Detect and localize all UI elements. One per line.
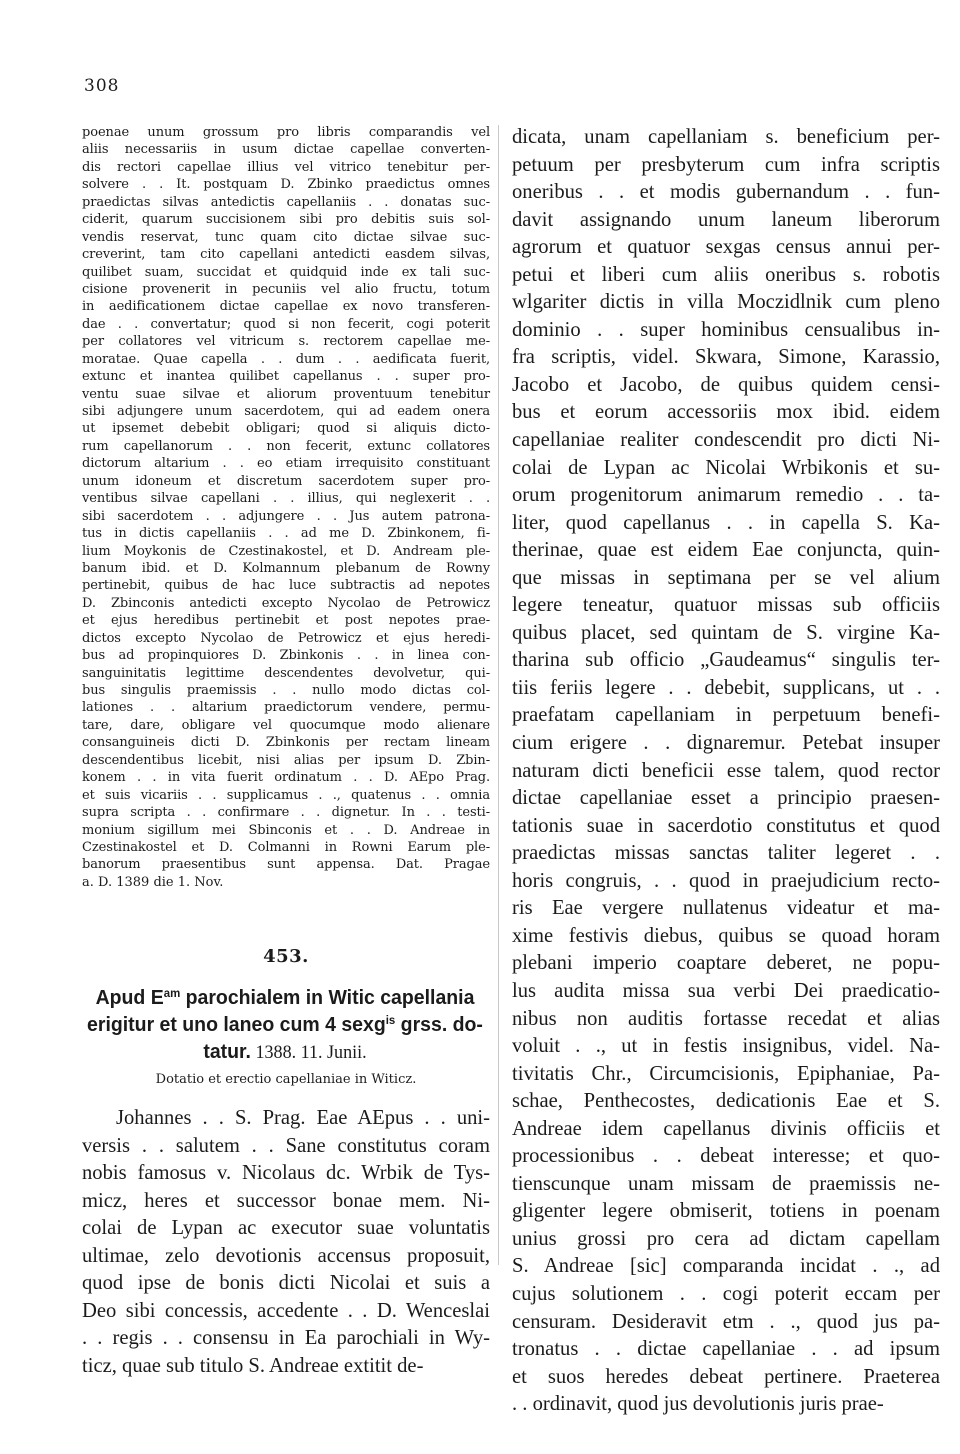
note-line: ventu suae silvae et aliorum proventuum tenebitur	[82, 386, 490, 402]
note-line: solvere . . It. postquam D. Zbinko praedictus omnes	[82, 177, 490, 193]
text-line: dicata, unam capellaniam s. beneficium per-	[512, 126, 940, 148]
note-line: unum idoneum et discretum sacerdotem super pro-	[82, 473, 490, 489]
text-line: praedictas missas sanctas taliter legeret . .	[512, 842, 940, 865]
note-line: per collatores vel vitricum s. rectorem capellae me-	[82, 334, 490, 350]
note-line: dictos excepto Nycolao de Petrowicz et ejus heredi-	[82, 630, 490, 646]
text-line: processionibus . . debeat interesse; et quo-	[512, 1145, 940, 1168]
note-line: descendentibus licebit, nisi alias per ipsum D. Zbin-	[82, 752, 490, 768]
text-line: dominio . . super hominibus censualibus in-	[512, 318, 940, 341]
note-line: pertinebit, quibus de hac luce subtractis ad nepotes	[82, 578, 490, 594]
text-line: therinae, quae est eidem Eae conjuncta, quin-	[512, 539, 940, 562]
right-body-column	[512, 124, 940, 1419]
text-line: gligenter legere obmiserit, totiens in poenam	[512, 1200, 940, 1223]
note-line: et ejus heredibus pertinebit et post nepotes prae-	[82, 613, 490, 629]
text-line: . . ordinavit, quod jus devolutionis juris prae-	[512, 1393, 884, 1416]
document-number: 453.	[263, 946, 309, 967]
note-line: banum ibid. et D. Kolmannum plebanum de Rowny	[82, 560, 490, 576]
note-line: tare, dare, obligare vel quocumque modo alienare	[82, 717, 490, 733]
heading-line-3: tatur. 1388. 11. Junii.	[203, 1040, 367, 1063]
note-line: sibi adjungere unum sacerdotem, qui ad eadem onera	[82, 404, 490, 419]
note-line: ciderit, quarum succisionem sibi pro debitis suis sol-	[82, 212, 490, 228]
note-line: lium Moykonis de Czestinakostel, et D. Andream ple-	[82, 543, 490, 559]
text-line: ris Eae vergere nullatenus videatur et ma-	[512, 897, 940, 920]
note-line: vendis reservat, tunc quam cito dictae silvae suc-	[82, 229, 490, 245]
text-line: colai de Lypan ac executor suae voluntatis	[82, 1217, 490, 1240]
text-line: wlgariter dictis in villa Moczidlnik cum pleno	[512, 291, 940, 314]
text-line: petuum per presbyterum cum infra scriptis	[512, 153, 940, 176]
text-line: praefatam capellaniam in perpetuum benefi-	[512, 704, 940, 727]
text-line: tiis feriis legere . . debebit, supplicans, ut . .	[512, 676, 940, 699]
note-line: Czestinakostel et D. Colmanni in Rowni Earum ple-	[82, 839, 490, 855]
text-line: horis congruis, . . quod in praejudicium recto-	[512, 869, 940, 892]
note-line: konem . . in vita fuerit ordinatum . . D. AEpo Prag.	[82, 770, 490, 786]
document-heading	[86, 984, 483, 1066]
text-line: nobis famosus v. Nicolaus dc. Wrbik de Tys-	[82, 1162, 490, 1185]
column-divider	[498, 125, 499, 1265]
text-line: lus audita missa sua verbi Dei praedicatio-	[512, 979, 940, 1002]
text-line: ultimae, zelo devotionis accensus proposuit,	[82, 1244, 490, 1267]
text-line: xime festivis diebus, quibus se quoad horam	[512, 924, 940, 947]
text-line: tharina sub officio „Gaudeamus“ singulis ter-	[512, 649, 940, 672]
text-line: Andreae idem capellanus divinis officiis et	[512, 1117, 940, 1140]
text-line: Jacobo et Jacobo, de quibus quidem censi-	[512, 373, 940, 396]
note-line: in aedificationem dictae capellae ex novo transferen-	[82, 299, 490, 315]
heading-line-2: erigitur et uno laneo cum 4 sexg$^{is}$ grss. do-	[87, 1013, 483, 1036]
text-line: fra scriptis, videl. Skwara, Simone, Karassio,	[512, 346, 940, 369]
left-body-column	[82, 1105, 490, 1380]
note-line: D. Zbinconis antedicti excepto Nycolao de Petrowicz	[82, 595, 490, 611]
text-line: oneribus . . et modis gubernandum . . fun-	[512, 181, 940, 204]
text-line: cium erigere . . dignaremur. Petebat insuper	[512, 732, 940, 755]
page-number: 308	[84, 76, 120, 96]
text-line: S. Andreae [sic] comparanda incidat . ., ad	[512, 1255, 940, 1278]
text-line: tivitatis Chr., Circumcisionis, Epiphaniae, Pa-	[512, 1062, 940, 1085]
note-line: rum capellanorum . . non fecerit, extunc collatores	[82, 438, 490, 454]
note-line: sibi sacerdotem . . adjungere . . Jus autem patrona-	[82, 508, 490, 524]
text-line: schae, Penthecostes, dedicationis Eae et S.	[512, 1090, 940, 1113]
note-line: dis rectori capellae illius vel vitrico tenebitur per-	[82, 159, 490, 175]
left-notes-column	[82, 124, 490, 891]
note-line: creverint, tam cito capellani antedicti easdem silvas,	[82, 247, 490, 263]
note-line: bus singulis praemissis . . nullo modo dictas col-	[82, 683, 490, 698]
note-line: extunc et inantea quilibet capellanus . . super pro-	[82, 369, 490, 385]
text-line: . . regis . . consensu in Ea parochiali in Wy-	[82, 1327, 490, 1350]
text-line: versis . . salutem . . Sane constitutus coram	[82, 1134, 490, 1157]
text-line: nibus non auditis fortasse recedat et alias	[512, 1007, 940, 1030]
text-line: ticz, quae sub titulo S. Andreae extitit de-	[82, 1354, 424, 1377]
note-line: tus in dictis capellaniis . . ad me D. Zbinkonem, fi-	[82, 526, 490, 542]
text-line: Deo sibi concessis, accedente . . D. Wenceslai	[82, 1299, 490, 1322]
note-line: cisione provenerit in pecuniis vel alio fructu, totum	[82, 281, 490, 297]
text-line: et suos heredes debeat pertinere. Praeterea	[512, 1365, 940, 1388]
text-line: agrorum et quatuor sexgas census annui per-	[512, 236, 940, 259]
text-line: micz, heres et successor bonae mem. Ni-	[82, 1189, 490, 1212]
note-line: ventibus silvae capellani . . illius, qui neglexerit . .	[82, 491, 490, 507]
note-line: lationes . . altarium praedictorum vendere, permu-	[82, 700, 490, 716]
text-line: tronatus . . dictae capellaniae . . ad ipsum	[512, 1338, 940, 1361]
text-line: dictae capellaniae esset a principio praesen-	[512, 787, 940, 810]
text-line: davit assignando unum laneum liberorum	[512, 208, 940, 231]
text-line: Johannes . . S. Prag. Eae AEpus . . uni-	[116, 1107, 490, 1129]
text-line: censuram. Desideravit etm . ., quod jus pa-	[512, 1310, 940, 1333]
note-line: et suis vicariis . . supplicamus . ., quatenus . . omnia	[82, 787, 490, 803]
text-line: petui et liberi cum aliis oneribus s. robotis	[512, 263, 940, 286]
note-line: moratae. Quae capella . . dum . . aedificata fuerit,	[82, 351, 490, 367]
document-date: 1388. 11. Junii.	[250, 1042, 367, 1063]
note-line: banorum praesentibus sunt appensa. Dat. Pragae	[82, 857, 490, 873]
note-line: a. D. 1389 die 1. Nov.	[82, 874, 224, 890]
text-line: tienscunque unam missam de praemissis ne-	[512, 1172, 940, 1195]
document-subheading: Dotatio et erectio capellaniae in Witicz.	[155, 1072, 417, 1087]
text-line: cujus solutionem . . cogi poterit eccam per	[512, 1282, 940, 1305]
text-line: quibus placet, sed quintam de S. virgine Ka-	[512, 621, 940, 644]
text-line: unius grossi pro cera ad dictam capellam	[512, 1227, 940, 1250]
text-line: orum progenitorum animarum remedio . . ta-	[512, 484, 940, 507]
text-line: que missas in septimana per se vel alium	[512, 566, 940, 589]
note-line: dictorum altarium . . eo etiam irrequisito constituant	[82, 456, 490, 472]
note-line: monium sigillum mei Sbinconis et . . D. Andreae in	[82, 822, 490, 838]
text-line: colai de Lypan ac Nicolai Wrbikonis et su-	[512, 456, 940, 479]
note-line: aliis necessariis in usum dictae capellae converten-	[82, 142, 490, 158]
text-line: naturam dicti beneficii esse talem, quod rector	[512, 759, 940, 782]
note-line: poenae unum grossum pro libris comparandis vel	[82, 125, 490, 140]
text-line: capellaniae realiter condescendit pro dicti Ni-	[512, 429, 940, 452]
note-line: sanguinitatis legittime descendentes devolvetur, qui-	[82, 665, 490, 681]
note-line: consanguineis dicti D. Zbinkonis per rectam lineam	[82, 735, 490, 751]
text-line: bus et eorum accessoriis mox ibid. eidem	[512, 401, 940, 424]
text-line: quod ipse de bonis dicti Nicolai et suis a	[82, 1272, 490, 1295]
note-line: supra scripta . . confirmare . . dignetur. In . . testi-	[82, 805, 490, 821]
text-line: voluit . ., ut in festis insignibus, videl. Na-	[512, 1035, 940, 1058]
note-line: ut ipsemet debebit obligari; quod si aliquis dicto-	[82, 421, 490, 437]
text-line: liter, quod capellanus . . in capella S. Ka-	[512, 511, 940, 534]
note-line: bus ad propinquiores D. Zbinkonis . . in linea con-	[82, 648, 490, 664]
heading-line-1: Apud $E^{am}$ parochialem in Witic capellania	[95, 986, 475, 1009]
note-line: dae . . convertatur; quod si non fecerit, cogi poterit	[82, 316, 490, 332]
text-line: legere teneatur, quatuor missas sub officiis	[512, 594, 940, 617]
note-line: praedictas silvas antedictis capellaniis . . donatas suc-	[82, 194, 490, 210]
text-line: tationis suae in sacerdotio constitutus et quod	[512, 814, 940, 837]
text-line: plebani imperio coaptare deberet, ne popu-	[512, 952, 940, 975]
note-line: quilibet suam, succidat et quidquid inde ex tali suc-	[82, 264, 490, 280]
